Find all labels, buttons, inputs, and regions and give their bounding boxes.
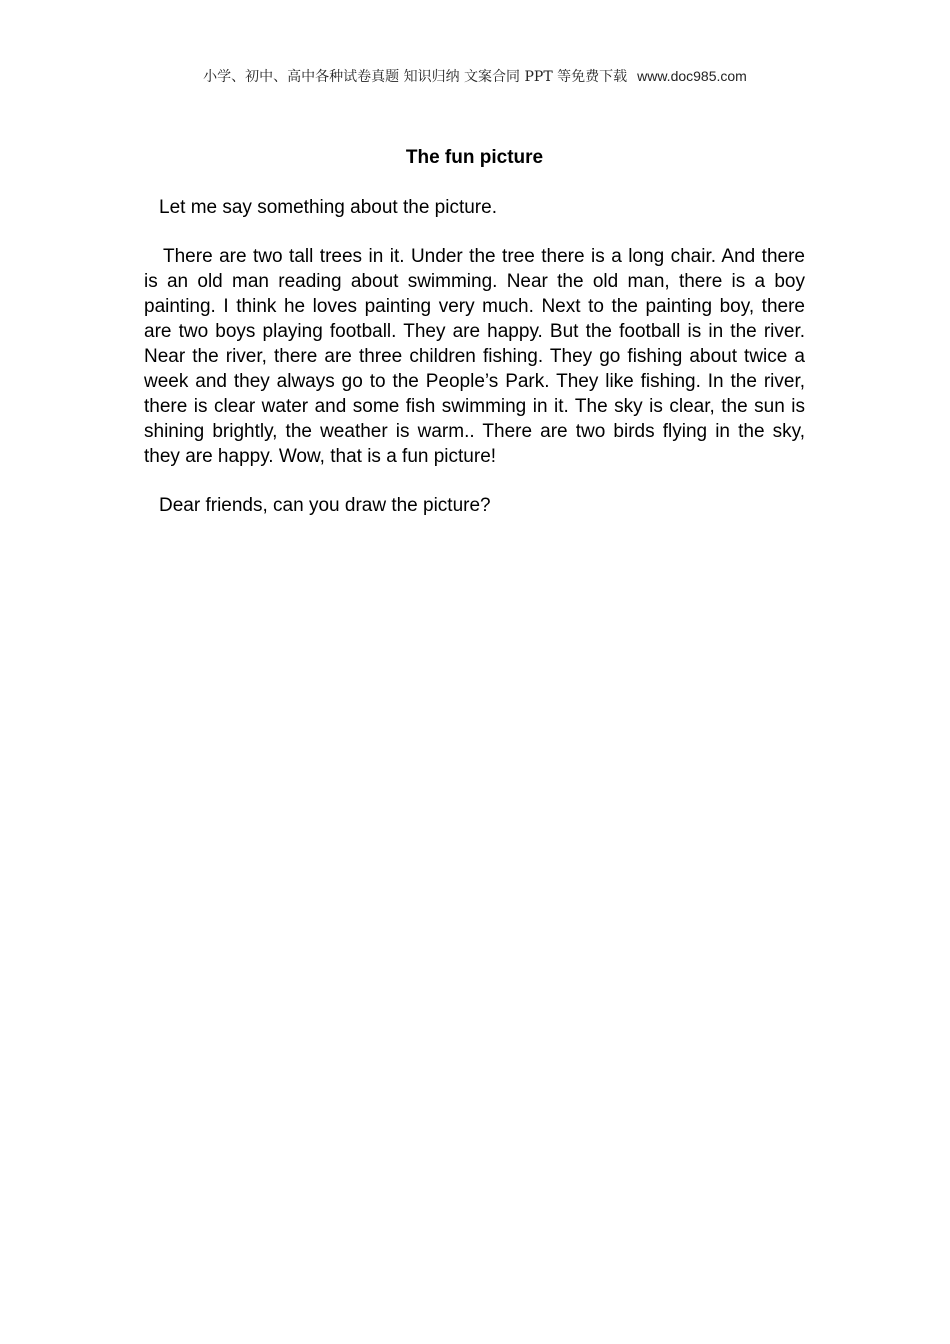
header-text: 小学、初中、高中各种试卷真题 知识归纳 文案合同 PPT 等免费下载 — [203, 69, 628, 85]
paragraph-intro: Let me say something about the picture. — [159, 197, 497, 218]
paragraph-description: There are two tall trees in it. Under the tree there is a long chair. And there is an old man reading about swimming. Near the old man, there is a boy painting. I think he loves painting very much. Next to the painting boy, there are two boys playing football. They are happy. But the football is in the river. Near the river, there are three children fishing. They go fishing about twice a week and they always go to the People’s Park. They like fishing. In the river, there is clear water and some fish swimming in it. The sky is clear, the sun is shining brightly, the weather is warm.. There are two birds flying in the sky, they are happy. Wow, that is a fun picture! — [144, 246, 805, 467]
document-body — [144, 145, 805, 542]
header-site-link[interactable]: www.doc985.com — [637, 68, 747, 84]
document-title: The fun picture — [405, 147, 544, 168]
page-header — [0, 66, 950, 87]
paragraph-closing: Dear friends, can you draw the picture? — [159, 495, 491, 516]
